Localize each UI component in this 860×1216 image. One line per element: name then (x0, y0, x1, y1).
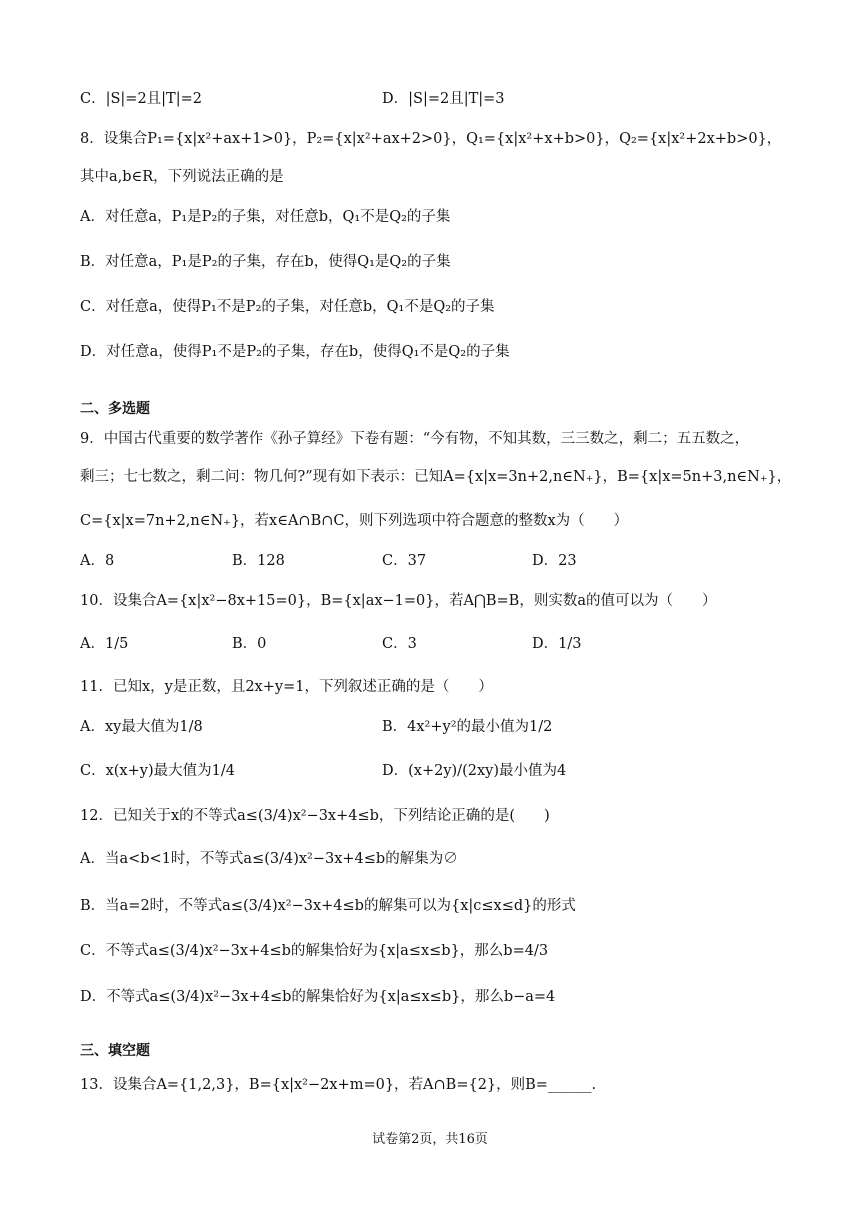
q8-option-b: B．对任意a，P₁是P₂的子集，存在b，使得Q₁是Q₂的子集 (80, 254, 451, 270)
q11-stem: 11．已知x，y是正数，且2x+y=1，下列叙述正确的是（ ） (80, 679, 493, 695)
q11-option-c: C．x(x+y)最大值为1/4 (80, 763, 235, 779)
q12-option-a: A．当a<b<1时，不等式a≤(3/4)x²−3x+4≤b的解集为∅ (80, 851, 458, 867)
q9-option-d: D．23 (532, 553, 577, 569)
q11-option-a: A．xy最大值为1/8 (80, 719, 203, 735)
q7-option-d: D．|S|=2且|T|=3 (382, 91, 505, 107)
q11-option-b: B．4x²+y²的最小值为1/2 (382, 719, 553, 735)
q10-option-b: B．0 (232, 636, 267, 652)
q10-stem: 10．设集合A={x|x²−8x+15=0}，B={x|ax−1=0}，若A⋂B=B，则实数a的值可以为（ ） (80, 593, 717, 609)
q8-stem-line1: 8．设集合P₁={x|x²+ax+1>0}，P₂={x|x²+ax+2>0}，Q₁={x|x²+x+b>0}，Q₂={x|x²+2x+b>0}， (80, 131, 782, 147)
q9-option-a: A．8 (80, 553, 115, 569)
q8-option-c: C．对任意a，使得P₁不是P₂的子集，对任意b，Q₁不是Q₂的子集 (80, 299, 495, 315)
section-heading-fill-in: 三、填空题 (80, 1043, 150, 1059)
q12-option-d: D．不等式a≤(3/4)x²−3x+4≤b的解集恰好为{x|a≤x≤b}，那么b−a=4 (80, 989, 556, 1005)
q9-option-b: B．128 (232, 553, 285, 569)
q12-option-c: C．不等式a≤(3/4)x²−3x+4≤b的解集恰好为{x|a≤x≤b}，那么b=4/3 (80, 943, 549, 959)
q10-option-a: A．1/5 (80, 636, 129, 652)
q8-option-a: A．对任意a，P₁是P₂的子集，对任意b，Q₁不是Q₂的子集 (80, 209, 451, 225)
q10-option-d: D．1/3 (532, 636, 582, 652)
q9-stem-line3: C={x|x=7n+2,n∈N₊}，若x∈A∩B∩C，则下列选项中符合题意的整数x为（ ） (80, 513, 629, 529)
page-footer: 试卷第2页，共16页 (372, 1132, 488, 1147)
q10-option-c: C．3 (382, 636, 417, 652)
section-heading-multiple-choice: 二、多选题 (80, 401, 150, 417)
q9-stem-line1: 9．中国古代重要的数学著作《孙子算经》下卷有题：“今有物，不知其数，三三数之，剩二；五五数之， (80, 431, 750, 447)
q12-option-b: B．当a=2时，不等式a≤(3/4)x²−3x+4≤b的解集可以为{x|c≤x≤d}的形式 (80, 898, 576, 914)
q8-option-d: D．对任意a，使得P₁不是P₂的子集，存在b，使得Q₁不是Q₂的子集 (80, 344, 510, 360)
q13-stem: 13．设集合A={1,2,3}，B={x|x²−2x+m=0}，若A∩B={2}，则B=______. (80, 1077, 597, 1093)
q9-option-c: C．37 (382, 553, 427, 569)
q9-stem-line2: 剩三；七七数之，剩二问：物几何?”现有如下表示：已知A={x|x=3n+2,n∈N₊}，B={x|x=5n+3,n∈N₊}， (80, 469, 792, 485)
q11-option-d: D．(x+2y)/(2xy)最小值为4 (382, 763, 567, 779)
q8-stem-line2: 其中a,b∈R，下列说法正确的是 (80, 169, 284, 185)
q12-stem: 12．已知关于x的不等式a≤(3/4)x²−3x+4≤b，下列结论正确的是( ) (80, 808, 550, 824)
q7-option-c: C．|S|=2且|T|=2 (80, 91, 202, 107)
